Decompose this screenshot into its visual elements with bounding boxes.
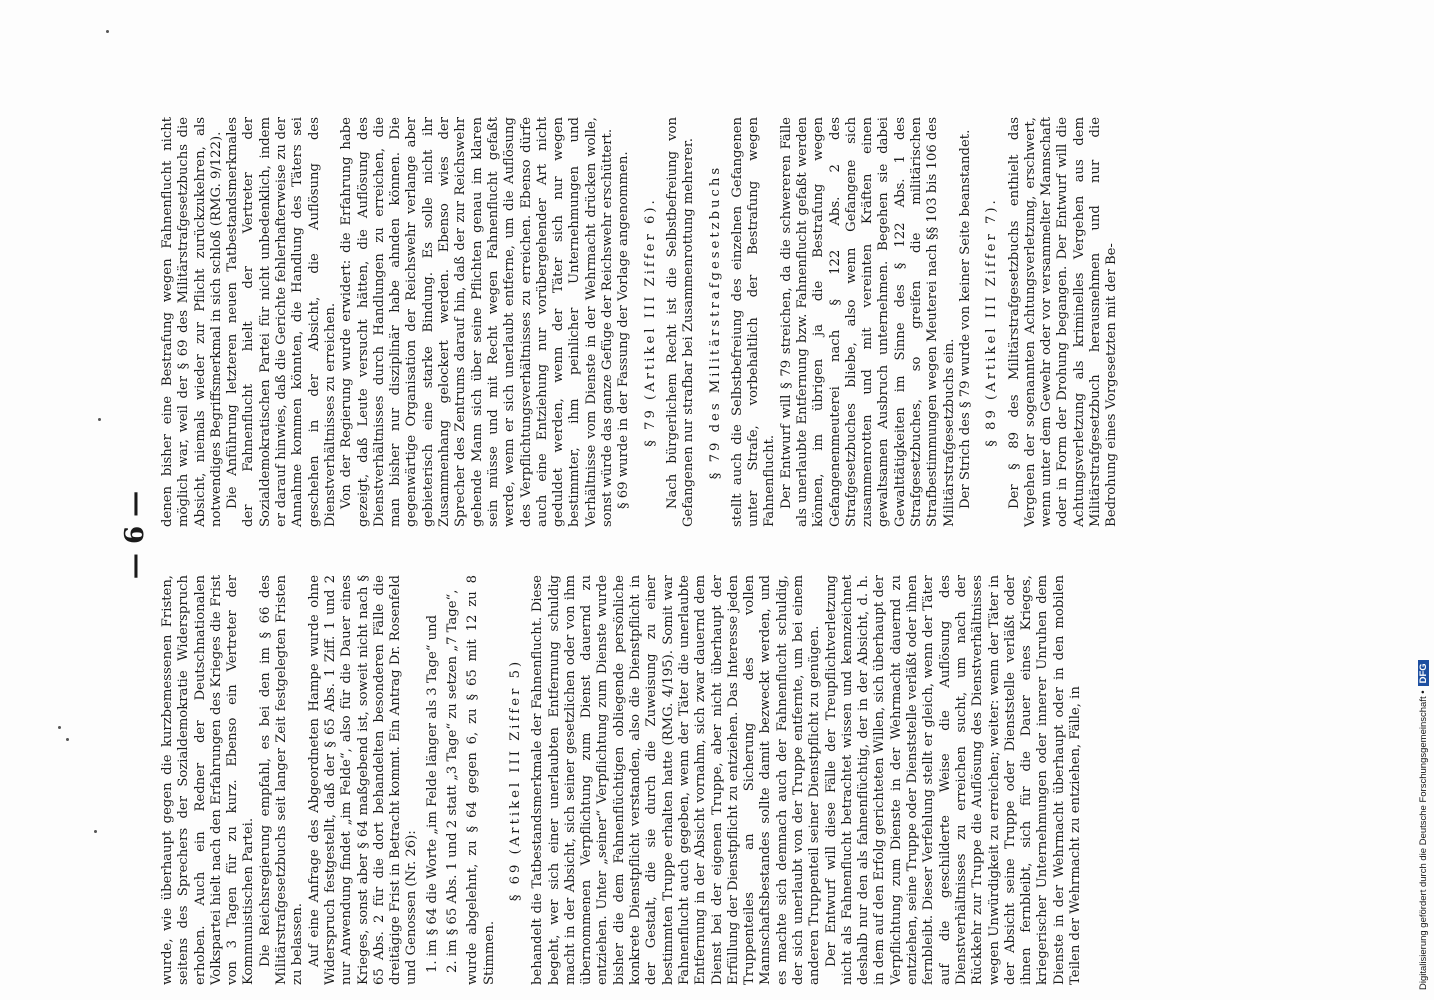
digitization-text: Digitalisierung gefördert durch die Deutsche Forschungsgemeinschaft • bbox=[1418, 690, 1429, 990]
list-item: 1. im § 64 die Worte „im Felde länger als 3 Tage“ und bbox=[424, 614, 440, 973]
result-text: wurde abgelehnt, zu § 64 gegen 6, zu § 65 mit 12 zu 8 Stimmen. bbox=[465, 575, 497, 985]
scan-speck bbox=[66, 738, 69, 741]
scan-speck bbox=[106, 30, 109, 33]
paragraph: § 69 wurde in der Fassung der Vorlage angenommen. bbox=[616, 151, 632, 509]
paragraph: wurde, wie überhaupt gegen die kurzbemessenen Fristen, seitens des Sprechers der Sozialdemokratie Widerspruch erhoben. Auch ein Redner der Deutschnationalen Volkspartei hielt nach den Erfahrungen des Krieges die Frist von 3 Tagen für zu kurz. Ebenso ein Vertreter der Kommunistischen Partei. bbox=[160, 575, 257, 985]
digitization-note bbox=[1418, 660, 1429, 990]
paragraph: Der § 89 des Militärstrafgesetzbuchs enthielt das Vergehen der sogenannten Achtungsverletzung, erschwert, wenn unter dem Gewehr oder vor versammelter Mannschaft oder in Form der Drohung begangen. Der Entwurf will die Achtungsverletzung als kriminelles Vergehen aus dem Militärstrafgesetzbuch herausnehmen und nur die Bedrohung eines Vorgesetzten mit der Be- bbox=[1006, 117, 1120, 527]
rotated-page bbox=[120, 85, 1300, 985]
list-item: 2. im § 65 Abs. 1 und 2 statt „3 Tage“ zu setzen „7 Tage“, bbox=[445, 589, 461, 973]
paragraph: Der Entwurf will diese Fälle der Treupflichtverletzung nicht als Fahnenflucht betrachtet wissen und kennzeichnet deshalb nur den als fahnenflüchtig, der in der Absicht, d. h. in dem auf den Erfolg gerichteten Willen, sich überhaupt der Verpflichtung zum Dienste in der Wehrmacht dauernd zu entziehen, seine Truppe oder Dienststelle verläßt oder ihnen fernbleibt. Dieser Verfehlung stellt er gleich, wenn der Täter auf die geschilderte Weise die Auflösung des Dienstverhältnisses zu erreichen sucht, um nach der Rückkehr zur Truppe die Auflösung des Dienstverhältnisses wegen Unwürdigkeit zu erreichen; weiter: wenn der Täter in der Absicht seine Truppe oder Dienststelle verläßt oder ihnen fernbleibt, sich für die Dauer eines Krieges, kriegerischer Unternehmungen oder innerer Unruhen dem Dienste in der Wehrmacht überhaupt oder in den mobilen Teilen der Wehrmacht zu entziehen, Fälle, in bbox=[823, 575, 1084, 985]
section-heading: § 79 (Artikel III Ziffer 6). bbox=[642, 197, 658, 447]
page-number: — 6 — bbox=[120, 490, 150, 580]
paragraph: Die Reichsregierung empfahl, es bei den im § 66 des Militärstrafgesetzbuchs seit langer Zeit festgelegten Fristen zu belassen. bbox=[257, 575, 306, 985]
section-heading: § 89 (Artikel III Ziffer 7). bbox=[984, 197, 1000, 447]
scan-speck bbox=[58, 726, 61, 729]
scan-speck bbox=[98, 418, 101, 421]
right-column bbox=[160, 117, 1121, 527]
scan-speck bbox=[94, 830, 97, 833]
paragraph: Der Entwurf will § 79 streichen, da die schwereren Fälle als unerlaubte Entfernung bzw. Fahnenflucht gefaßt werden können, im übrigen ja die Bestrafung wegen Gefangenenmeuterei nach § 122 Abs. 2 des Strafgesetzbuches bliebe, also wenn Gefangene sich zusammenrotten und mit vereinten Kräften einen gewaltsamen Ausbruch unternehmen. Begehen sie dabei Gewalttätigkeiten im Sinne des § 122 Abs. 1 des Strafgesetzbuches, so greifen die militärischen Strafbestimmungen wegen Meuterei nach §§ 103 bis 106 des Militärstrafgesetzbuchs ein. bbox=[778, 117, 957, 527]
paragraph: denen bisher eine Bestrafung wegen Fahnenflucht nicht möglich war, weil der § 69 des Militärstrafgesetzbuchs die Absicht, niemals wieder zur Pflicht zurückzukehren, als notwendiges Begriffsmerkmal in sich schloß (RMG. 9/122). bbox=[160, 117, 224, 527]
section-heading: § 69 (Artikel III Ziffer 5) bbox=[507, 658, 523, 902]
paragraph: stellt auch die Selbstbefreiung des einzelnen Gefangenen unter Strafe, vorbehaltlich der Bestrafung wegen Fahnenflucht. bbox=[729, 117, 778, 527]
paragraph: Nach bürgerlichem Recht ist die Selbstbefreiung von Gefangenen nur strafbar bei Zusammenrottung mehrerer. bbox=[664, 117, 697, 527]
paragraph: Von der Regierung wurde erwidert: die Erfahrung habe gezeigt, daß Leute versucht hätten, die Auflösung des Dienstverhältnisses durch Handlungen zu erreichen, die man bisher nur disziplinär habe ahnden können. Die gegenwärtige Organisation der Reichswehr verlange aber gebieterisch eine starke Bindung. Es solle nicht ihr Zusammenhang gelockert werden. Ebenso wies der Sprecher des Zentrums darauf hin, daß der zur Reichswehr gehende Mann sich über seine Pflichten genau im klaren sein müsse und mit Recht wegen Fahnenflucht gefaßt werde, wenn er sich unerlaubt entferne, um die Auflösung des Verpflichtungsverhältnisses zu erreichen. Ebenso dürfe auch eine Entziehung nur vorübergehender Art nicht geduldet werden, wenn der Täter sich nur wegen bestimmter, ihm peinlicher Unternehmungen und Verhältnisse vom Dienste in der Wehrmacht drücken wolle, sonst würde das ganze Gefüge der Reichswehr erschüttert. bbox=[339, 117, 616, 527]
paragraph: Auf eine Anfrage des Abgeordneten Hampe wurde ohne Widerspruch festgestellt, daß der § 65 Abs. 1 Ziff. 1 und 2 nur Anwendung findet „im Felde“, also für die Dauer eines Krieges, sonst aber § 64 maßgebend ist, soweit nicht nach § 65 Abs. 2 für die dort behandelten besonderen Fälle die dreitägige Frist in Betracht kommt. Ein Antrag Dr. Rosenfeld und Genossen (Nr. 26): bbox=[306, 575, 420, 985]
paragraph: behandelt die Tatbestandsmerkmale der Fahnenflucht. Diese begeht, wer sich einer unerlaubten Entfernung schuldig macht in der Absicht, sich seiner gesetzlichen oder von ihm übernommenen Verpflichtung zum Dienst dauernd zu entziehen. Unter „seiner“ Verpflichtung zum Dienste wurde bisher die dem Fahnenflüchtigen obliegende persönliche konkrete Dienstpflicht verstanden, also die Dienstpflicht in der Gestalt, die sie durch die Zuweisung zu einer bestimmten Truppe erhalten hatte (RMG. 4/195). Somit war Fahnenflucht auch gegeben, wenn der Täter die unerlaubte Entfernung in der Absicht vornahm, sich zwar dauernd dem Dienst bei der eigenen Truppe, aber nicht überhaupt der Erfüllung der Dienstpflicht zu entziehen. Das Interesse jeden Truppenteiles an Sicherung des vollen Mannschaftsbestandes sollte damit bezweckt werden, und es machte sich demnach auch der Fahnenflucht schuldig, der sich unerlaubt von der Truppe entfernte, um bei einem anderen Truppenteil seiner Dienstpflicht zu genügen. bbox=[530, 575, 823, 985]
dfg-logo: DFG bbox=[1418, 660, 1429, 686]
paragraph: Der Strich des § 79 wurde von keiner Seite beanstandet. bbox=[957, 129, 973, 509]
left-column bbox=[160, 575, 1084, 985]
paragraph: Die Anführung letzteren neuen Tatbestandsmerkmales der Fahnenflucht hielt der Vertreter der Sozialdemokratischen Partei für nicht unbedenklich, indem er darauf hinwies, daß die Gerichte fehlerhafterweise zu der Annahme kommen könnten, die Handlung des Täters sei geschehen in der Absicht, die Auflösung des Dienstverhältnisses zu erreichen. bbox=[225, 117, 338, 527]
section-heading: § 79 des Militärstrafgesetzbuchs bbox=[707, 164, 723, 480]
